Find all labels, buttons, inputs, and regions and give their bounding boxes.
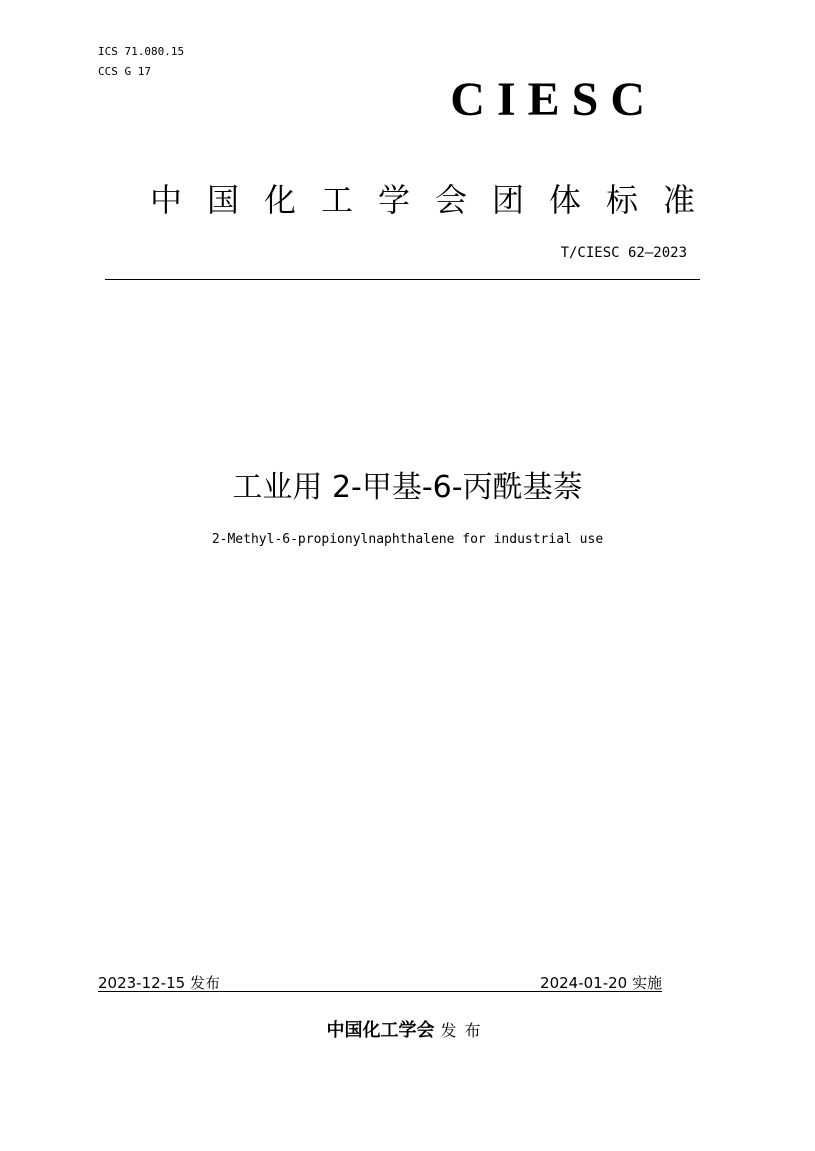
header-divider bbox=[105, 279, 700, 280]
publish-date: 2023-12-15 发布 bbox=[98, 974, 220, 992]
document-title-chinese: 工业用 2-甲基-6-丙酰基萘 bbox=[232, 470, 583, 505]
publisher-line bbox=[0, 1018, 815, 1044]
implementation-date: 2024-01-20 实施 bbox=[540, 974, 662, 992]
publisher-name: 中国化工学会 bbox=[326, 1020, 435, 1041]
ics-code: ICS 71.080.15 bbox=[98, 45, 185, 58]
classification-codes bbox=[98, 42, 184, 82]
org-logo: CIESC bbox=[450, 73, 657, 126]
publish-action: 发布 bbox=[440, 1021, 489, 1040]
document-title-english: 2-Methyl-6-propionylnaphthalene for industrial use bbox=[211, 532, 604, 547]
footer-divider bbox=[98, 991, 662, 992]
standard-type-heading: 中国化工学会团体标准 bbox=[150, 181, 721, 219]
ccs-code: CCS G 17 bbox=[98, 65, 151, 78]
standard-number: T/CIESC 62—2023 bbox=[560, 245, 687, 261]
